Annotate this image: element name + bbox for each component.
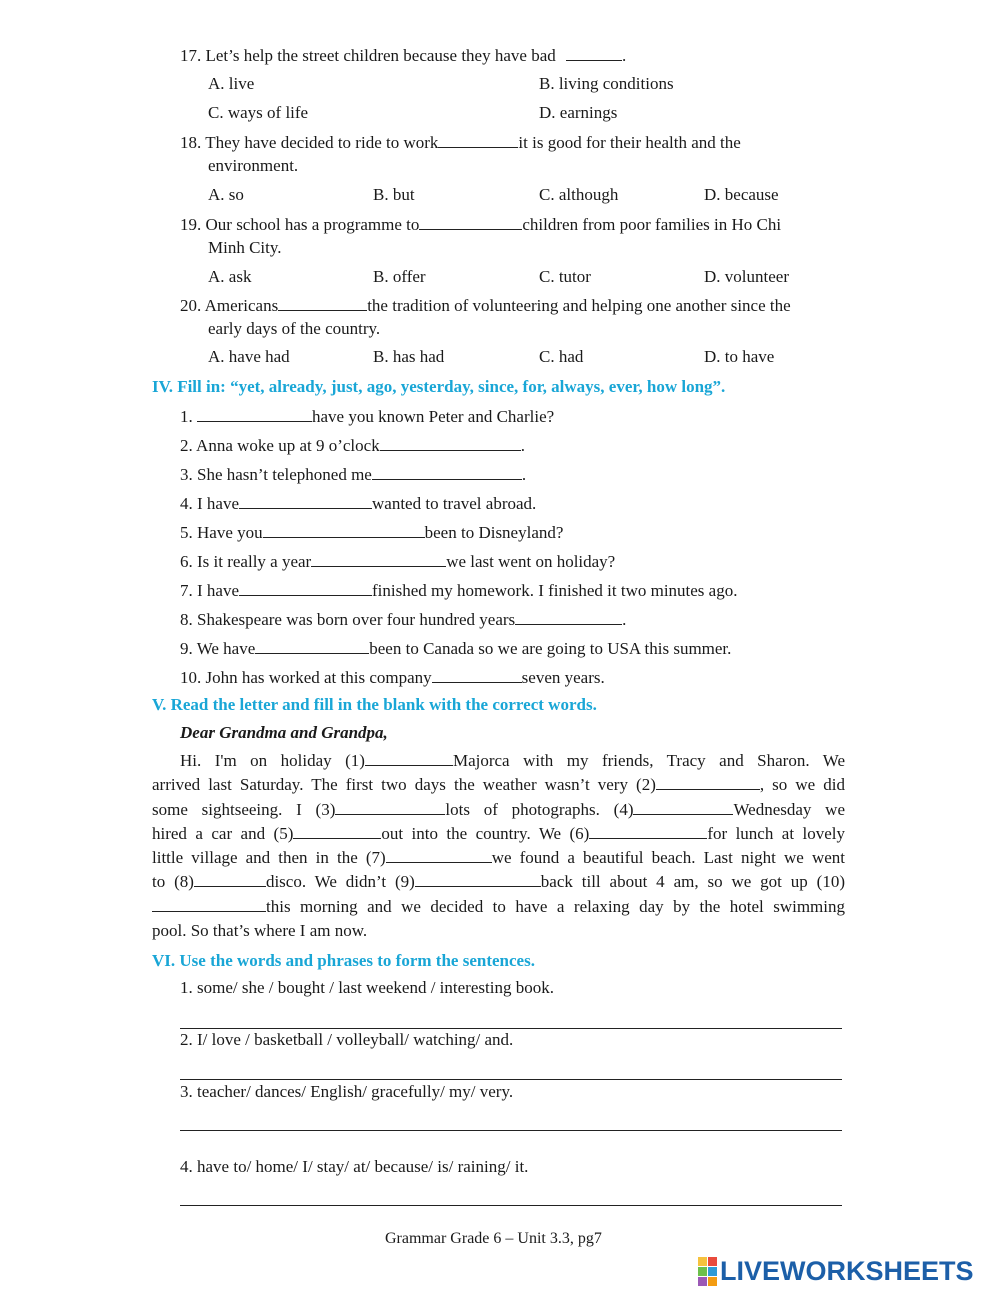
letter-body: Hi. I'm on holiday (1) Majorca with my friends, Tracy and Sharon. We arrived last Saturday. The first two days the weather wasn’t very (2) , so we did some sightseeing. I (3) lots of photographs. (4) Wednesday we hired a car and (5) out into the country. We (6) for lunch at lovely little village and then in the (7) we found a beautiful beach. Last night we went to (8) disco. We didn’t (9) back till about 4 am, so we got up (10) this morning and we decided to have a relaxing day by the hotel swimming pool. So that’s where I am now. bbox=[152, 751, 845, 941]
option-b[interactable]: B. living conditions bbox=[539, 74, 674, 93]
answer-blank[interactable] bbox=[197, 405, 312, 422]
fill-item-10: 10. John has worked at this company seven years. bbox=[180, 668, 605, 687]
answer-blank[interactable] bbox=[239, 579, 372, 596]
question-17: 17. Let’s help the street children because they have bad . bbox=[180, 46, 627, 65]
answer-blank[interactable] bbox=[566, 44, 622, 61]
answer-blank[interactable] bbox=[311, 550, 446, 567]
option-b[interactable]: B. has had bbox=[373, 347, 445, 366]
answer-blank[interactable] bbox=[380, 434, 521, 451]
option-d[interactable]: D. earnings bbox=[539, 103, 618, 122]
option-b[interactable]: B. offer bbox=[373, 267, 426, 286]
fill-item-6: 6. Is it really a year we last went on holiday? bbox=[180, 552, 616, 571]
fill-item-5: 5. Have you been to Disneyland? bbox=[180, 523, 564, 542]
option-c[interactable]: C. ways of life bbox=[208, 103, 309, 122]
letter-blank-7[interactable] bbox=[386, 846, 492, 863]
option-c[interactable]: C. tutor bbox=[539, 267, 591, 286]
logo-blocks-icon bbox=[698, 1257, 717, 1286]
letter-blank-3[interactable] bbox=[335, 798, 445, 815]
fill-item-3: 3. She hasn’t telephoned me . bbox=[180, 465, 527, 484]
letter-blank-5[interactable] bbox=[293, 822, 381, 839]
letter-blank-6[interactable] bbox=[589, 822, 707, 839]
logo-text: LIVEWORKSHEETS bbox=[720, 1255, 974, 1286]
letter-blank-4[interactable] bbox=[633, 798, 733, 815]
answer-blank[interactable] bbox=[239, 492, 372, 509]
letter-blank-1[interactable] bbox=[365, 749, 453, 766]
option-d[interactable]: D. volunteer bbox=[704, 267, 789, 286]
question-20-continued: early days of the country. bbox=[208, 319, 381, 338]
answer-blank[interactable] bbox=[438, 131, 518, 148]
option-b[interactable]: B. but bbox=[373, 185, 415, 204]
letter-salutation: Dear Grandma and Grandpa, bbox=[180, 723, 388, 742]
answer-line-2[interactable] bbox=[180, 1079, 842, 1080]
section-4-title: IV. Fill in: “yet, already, just, ago, yesterday, since, for, always, ever, how long”. bbox=[152, 377, 726, 396]
page-footer: Grammar Grade 6 – Unit 3.3, pg7 bbox=[385, 1230, 602, 1247]
option-a[interactable]: A. live bbox=[208, 74, 255, 93]
fill-item-7: 7. I have finished my homework. I finished it two minutes ago. bbox=[180, 581, 738, 600]
fill-item-8: 8. Shakespeare was born over four hundred years . bbox=[180, 610, 627, 629]
sentence-prompt-2: 2. I/ love / basketball / volleyball/ watching/ and. bbox=[180, 1030, 514, 1049]
section-6-title: VI. Use the words and phrases to form the sentences. bbox=[152, 951, 535, 970]
answer-blank[interactable] bbox=[278, 294, 367, 311]
option-a[interactable]: A. so bbox=[208, 185, 244, 204]
letter-blank-8[interactable] bbox=[194, 870, 266, 887]
letter-blank-2[interactable] bbox=[656, 773, 760, 790]
answer-blank[interactable] bbox=[419, 213, 522, 230]
option-c[interactable]: C. although bbox=[539, 185, 619, 204]
fill-item-9: 9. We have been to Canada so we are going to USA this summer. bbox=[180, 639, 732, 658]
option-d[interactable]: D. because bbox=[704, 185, 779, 204]
question-19: 19. Our school has a programme to children from poor families in Ho Chi bbox=[180, 215, 782, 234]
question-19-continued: Minh City. bbox=[208, 238, 282, 257]
question-20: 20. Americans the tradition of volunteering and helping one another since the bbox=[180, 296, 791, 315]
option-d[interactable]: D. to have bbox=[704, 347, 775, 366]
option-a[interactable]: A. ask bbox=[208, 267, 252, 286]
question-18: 18. They have decided to ride to work it is good for their health and the bbox=[180, 133, 741, 152]
sentence-prompt-4: 4. have to/ home/ I/ stay/ at/ because/ is/ raining/ it. bbox=[180, 1157, 529, 1176]
answer-blank[interactable] bbox=[515, 608, 622, 625]
fill-item-2: 2. Anna woke up at 9 o’clock . bbox=[180, 436, 525, 455]
fill-item-1: 1. have you known Peter and Charlie? bbox=[180, 407, 555, 426]
question-18-continued: environment. bbox=[208, 156, 299, 175]
answer-blank[interactable] bbox=[372, 463, 522, 480]
fill-item-4: 4. I have wanted to travel abroad. bbox=[180, 494, 537, 513]
answer-line-4[interactable] bbox=[180, 1205, 842, 1206]
option-a[interactable]: A. have had bbox=[208, 347, 290, 366]
sentence-prompt-1: 1. some/ she / bought / last weekend / interesting book. bbox=[180, 978, 554, 997]
letter-blank-10[interactable] bbox=[152, 895, 266, 912]
section-5-title: V. Read the letter and fill in the blank with the correct words. bbox=[152, 695, 597, 714]
answer-blank[interactable] bbox=[263, 521, 425, 538]
answer-blank[interactable] bbox=[255, 637, 369, 654]
option-c[interactable]: C. had bbox=[539, 347, 584, 366]
sentence-prompt-3: 3. teacher/ dances/ English/ gracefully/ my/ very. bbox=[180, 1082, 514, 1101]
answer-line-3[interactable] bbox=[180, 1130, 842, 1131]
letter-blank-9[interactable] bbox=[415, 870, 541, 887]
answer-blank[interactable] bbox=[432, 666, 522, 683]
liveworksheets-logo bbox=[698, 1257, 974, 1285]
